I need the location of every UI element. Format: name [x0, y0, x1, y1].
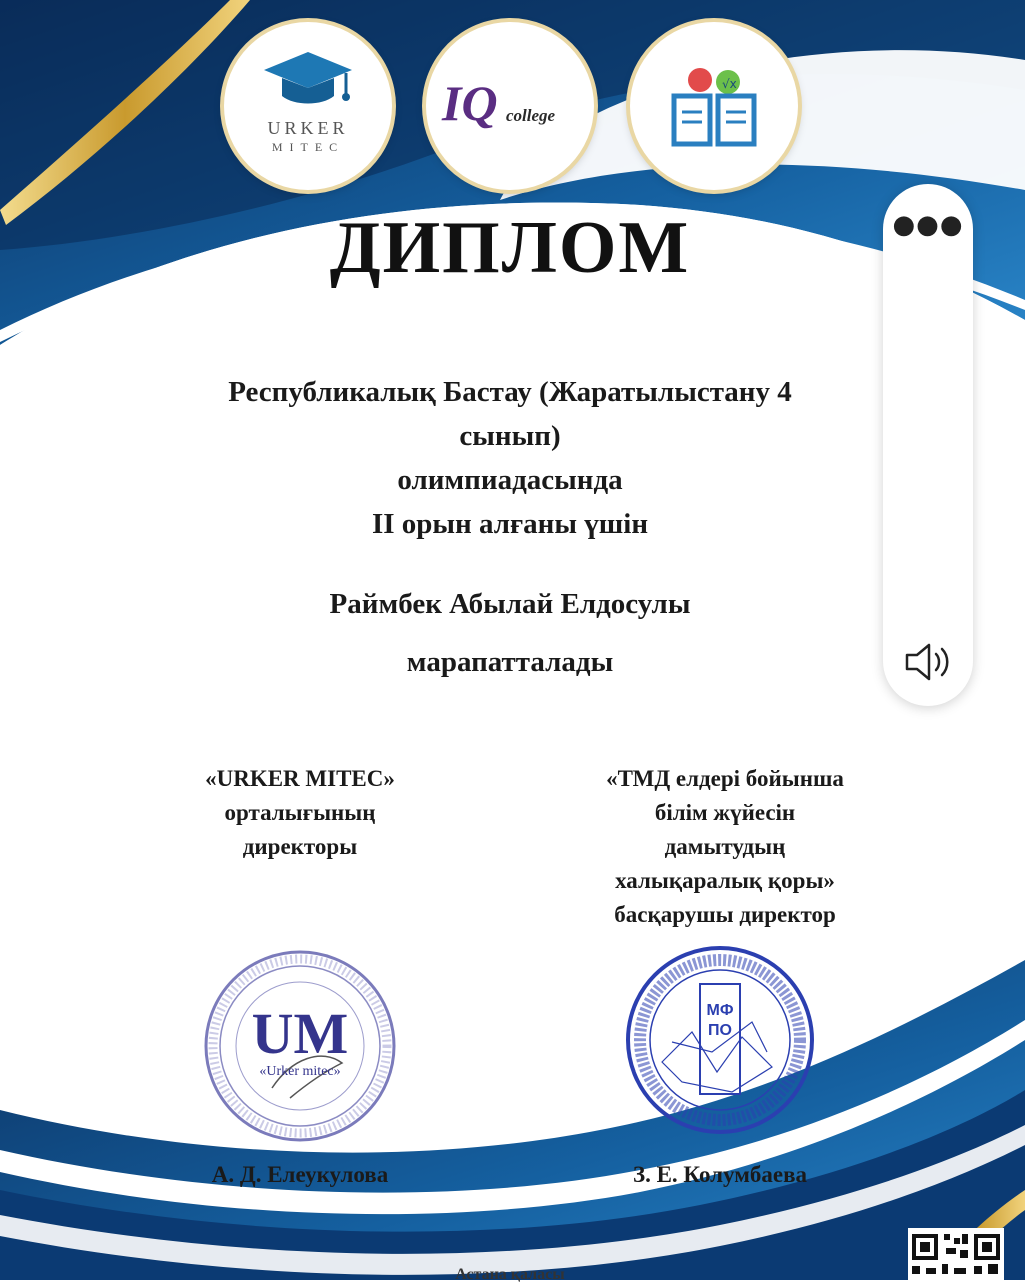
urker-logo-line1: URKER: [267, 118, 349, 138]
stamp-left: [202, 948, 398, 1144]
diploma-line1: Республикалық Бастау (Жаратылыстану 4: [228, 376, 792, 408]
seal-right-icon: [622, 942, 818, 1138]
signatory-right-line2: білім жүйесін: [654, 800, 796, 825]
diploma-line3: олимпиадасында: [397, 464, 623, 496]
more-options-button[interactable]: [883, 210, 973, 240]
open-book-icon: [630, 22, 798, 190]
viewer-side-panel: [883, 184, 973, 706]
diploma-body: [150, 370, 870, 546]
iq-college-logo: [426, 22, 594, 190]
qr-code: [908, 1228, 1004, 1280]
stamp-left-mark: UM: [251, 1001, 349, 1066]
diploma-line4: II орын алғаны үшін: [371, 508, 649, 540]
diploma-title: ДИПЛОМ: [329, 207, 691, 289]
footer-text: Астана қаласы: [455, 1266, 565, 1283]
signatory-right-line3: дамытудың: [664, 834, 786, 859]
graduation-cap-icon: [224, 22, 392, 190]
stamp-right: [622, 942, 818, 1138]
stamp-right-line2: ПО: [708, 1022, 732, 1039]
book-logo: [630, 22, 798, 190]
urker-logo-line2: MITEC: [271, 140, 345, 154]
qr-code-icon: [908, 1228, 1004, 1280]
recipient-name: Раймбек Абылай Елдосулы: [329, 588, 691, 620]
stamp-right-line1: МФ: [706, 1002, 734, 1019]
signatory-left-line3: директоры: [242, 834, 358, 859]
stamp-left-sub: «Urker mitec»: [259, 1064, 341, 1079]
award-text: марапатталады: [406, 646, 614, 678]
signatory-left-line2: орталығының: [224, 800, 376, 825]
signatory-left-title: [130, 762, 470, 864]
urker-mitec-logo: [224, 22, 392, 190]
diploma-line2: сынып): [459, 420, 561, 452]
svg-text:√x: √x: [722, 77, 737, 91]
iq-logo-word: college: [506, 106, 556, 125]
more-dots-icon: ●●●: [892, 210, 964, 240]
sound-toggle-button[interactable]: [903, 640, 953, 689]
iq-logo-mark: IQ: [442, 75, 498, 131]
speaker-icon: [903, 640, 953, 684]
signatory-right-title: [540, 762, 910, 932]
signatory-right-line5: басқарушы директор: [614, 902, 836, 927]
signatory-left-name: А. Д. Елеукулова: [211, 1162, 389, 1187]
signatory-left-line1: «URKER MITEC»: [205, 766, 395, 791]
signatory-right-line1: «ТМД елдері бойынша: [606, 766, 844, 791]
signatory-right-name: З. Е. Колумбаева: [632, 1162, 808, 1187]
signatory-right-line4: халықаралық қоры»: [615, 868, 835, 893]
